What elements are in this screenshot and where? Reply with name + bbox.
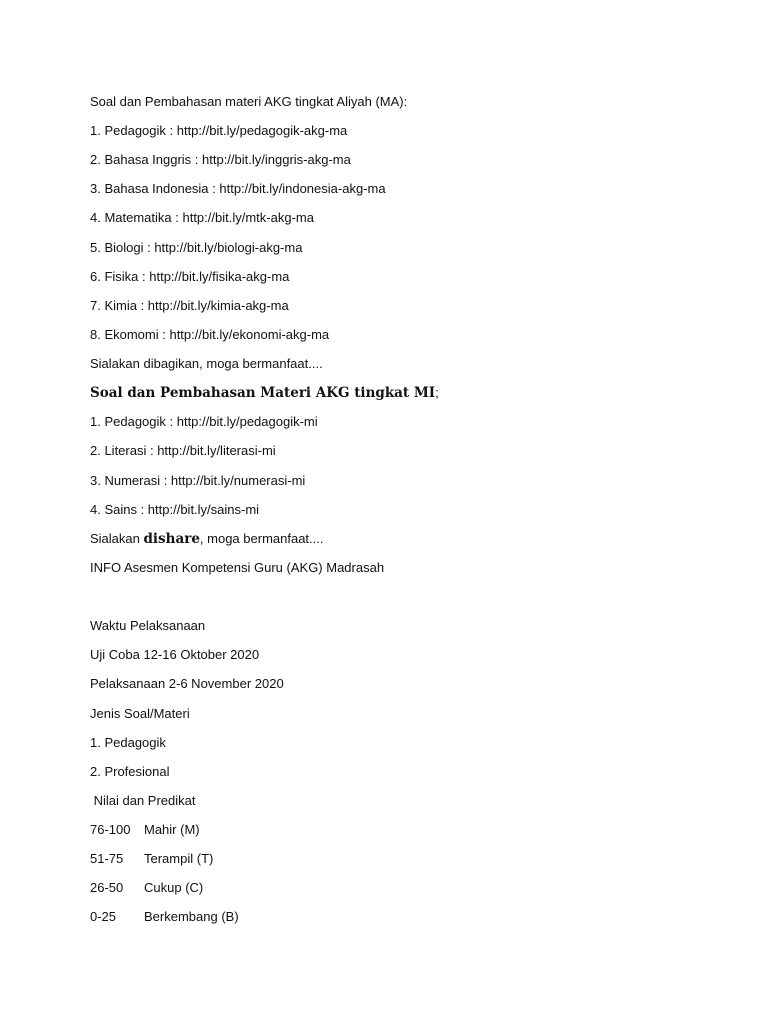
mi-item-literasi: 2. Literasi : http://bit.ly/literasi-mi	[90, 443, 276, 458]
mi-title-text: Soal dan Pembahasan Materi AKG tingkat MI	[90, 385, 436, 401]
ma-item-pedagogik: 1. Pedagogik : http://bit.ly/pedagogik-akg-ma	[90, 123, 348, 138]
mi-closing-post: , moga bermanfaat....	[199, 531, 324, 546]
nilai-heading: Nilai dan Predikat	[90, 793, 196, 808]
mi-title-suffix: ;	[435, 385, 439, 400]
mi-item-sains: 4. Sains : http://bit.ly/sains-mi	[90, 502, 260, 517]
jenis-item-pedagogik: 1. Pedagogik	[90, 735, 166, 750]
jenis-heading: Jenis Soal/Materi	[90, 706, 190, 721]
jenis-item-profesional: 2. Profesional	[90, 764, 170, 779]
grade-range: 76-100	[90, 822, 131, 837]
ma-item-fisika: 6. Fisika : http://bit.ly/fisika-akg-ma	[90, 269, 290, 284]
ma-item-matematika: 4. Matematika : http://bit.ly/mtk-akg-ma	[90, 210, 314, 225]
grade-row	[90, 880, 203, 896]
grade-label: Berkembang (B)	[144, 909, 239, 924]
grade-row	[90, 909, 239, 925]
info-title: INFO Asesmen Kompetensi Guru (AKG) Madrasah	[90, 560, 385, 575]
ma-item-kimia: 7. Kimia : http://bit.ly/kimia-akg-ma	[90, 298, 289, 313]
grade-range: 26-50	[90, 880, 124, 895]
ma-item-biologi: 5. Biologi : http://bit.ly/biologi-akg-ma	[90, 240, 303, 255]
ma-section-title: Soal dan Pembahasan materi AKG tingkat Aliyah (MA):	[90, 94, 408, 109]
mi-item-numerasi: 3. Numerasi : http://bit.ly/numerasi-mi	[90, 473, 306, 488]
ma-item-ekonomi: 8. Ekomomi : http://bit.ly/ekonomi-akg-ma	[90, 327, 330, 342]
grade-row	[90, 851, 213, 867]
mi-closing-text	[90, 531, 324, 547]
pelaksanaan-date: Pelaksanaan 2-6 November 2020	[90, 676, 284, 691]
ma-item-bahasa-indonesia: 3. Bahasa Indonesia : http://bit.ly/indonesia-akg-ma	[90, 181, 386, 196]
grade-range: 0-25	[90, 909, 117, 924]
grade-row	[90, 822, 200, 838]
grade-label: Mahir (M)	[144, 822, 200, 837]
grade-label: Cukup (C)	[144, 880, 204, 895]
ma-item-bahasa-inggris: 2. Bahasa Inggris : http://bit.ly/inggris-akg-ma	[90, 152, 351, 167]
grade-label: Terampil (T)	[144, 851, 214, 866]
ma-closing-text: Sialakan dibagikan, moga bermanfaat....	[90, 356, 323, 371]
mi-closing-bold: dishare	[143, 531, 200, 547]
waktu-heading: Waktu Pelaksanaan	[90, 618, 206, 633]
mi-item-pedagogik: 1. Pedagogik : http://bit.ly/pedagogik-mi	[90, 414, 318, 429]
grade-range: 51-75	[90, 851, 124, 866]
uji-coba-date: Uji Coba 12-16 Oktober 2020	[90, 647, 260, 662]
mi-closing-pre: Sialakan	[90, 531, 144, 546]
mi-section-title	[90, 385, 439, 401]
